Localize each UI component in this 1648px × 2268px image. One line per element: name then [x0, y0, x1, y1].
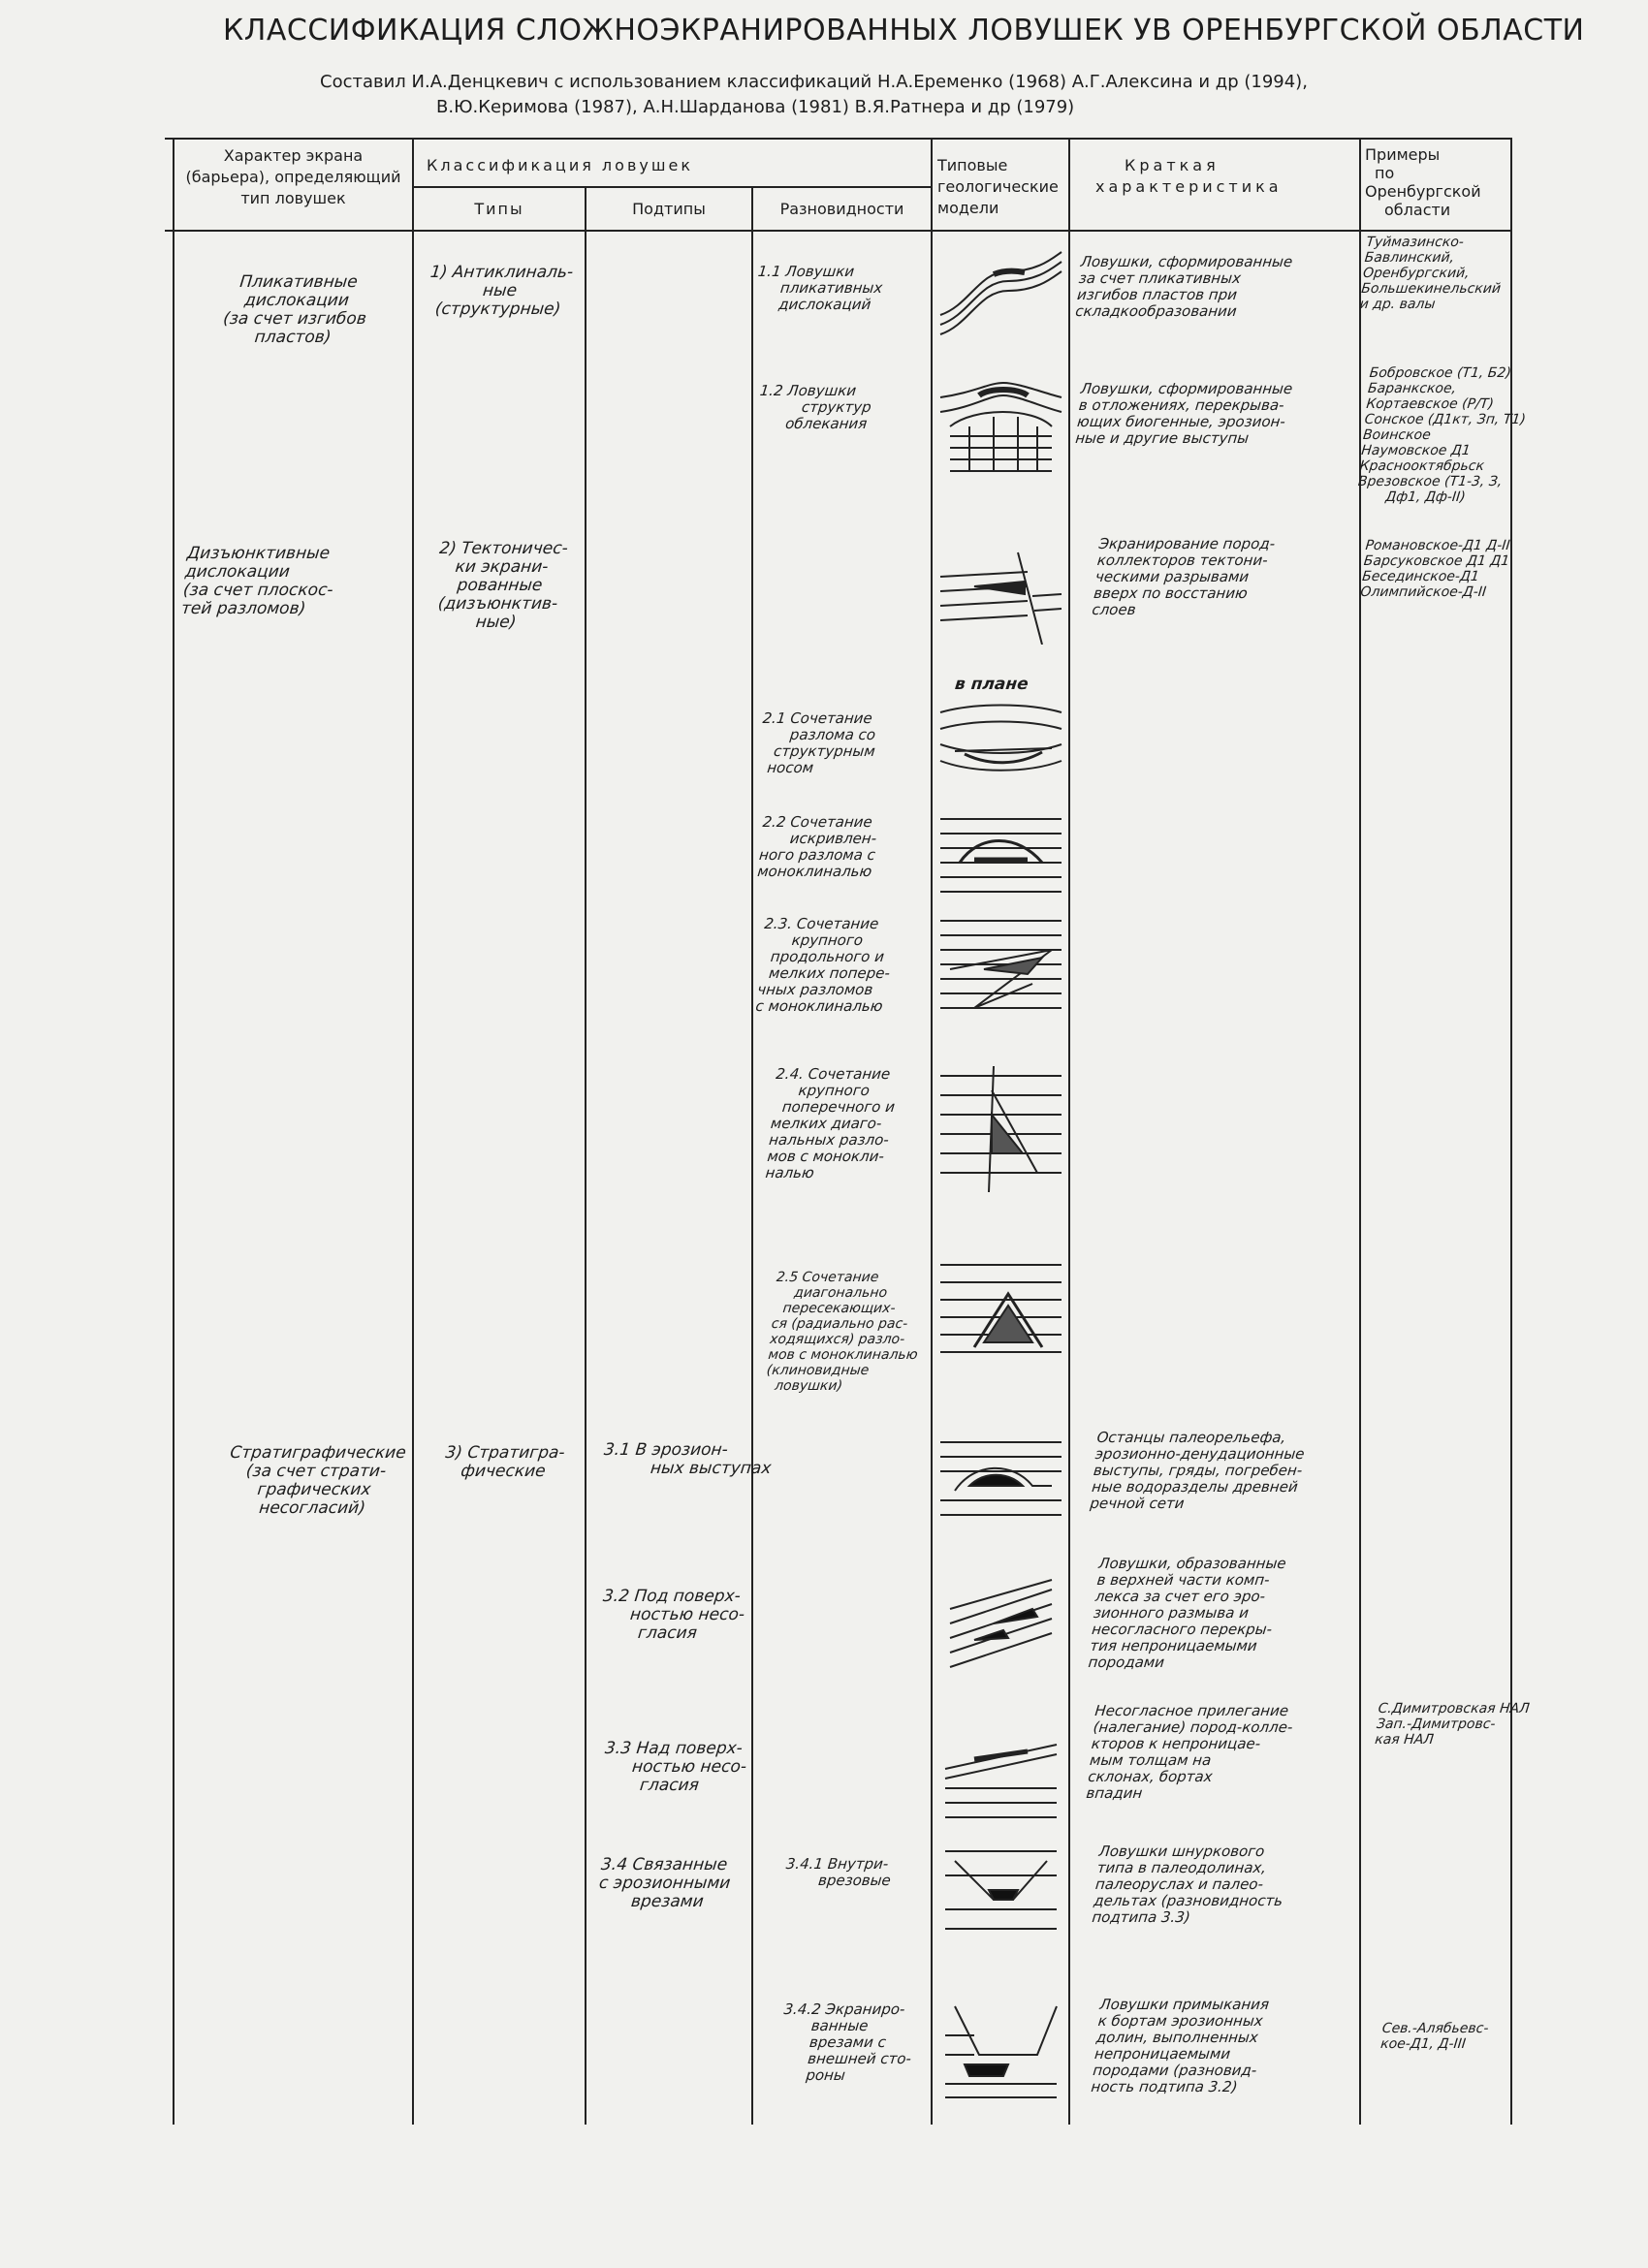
- header-varieties: Разновидности: [779, 200, 904, 218]
- text-line: мелких диаго-: [770, 1115, 883, 1132]
- text-line: 2.3. Сочетание: [763, 915, 880, 932]
- subtype-3-3: [600, 1740, 749, 1795]
- model-curved-fault-monocline-diagram: [935, 809, 1066, 897]
- text-line: врезовые: [817, 1872, 892, 1889]
- characteristic-2: [1092, 536, 1276, 618]
- text-line: Воинское: [1362, 427, 1432, 443]
- header-line: характеристика: [1095, 177, 1283, 196]
- model-plicative-fold-diagram: [935, 247, 1066, 339]
- text-line: врезами: [630, 1892, 705, 1911]
- text-line: графических: [256, 1480, 372, 1499]
- text-line: Дф1, Дф-II): [1384, 489, 1467, 505]
- text-line: ные водоразделы древней: [1091, 1478, 1299, 1496]
- text-line: 1.1 Ловушки: [756, 263, 856, 280]
- model-erosion-outcrop-diagram: [935, 1433, 1066, 1525]
- text-line: чных разломов: [756, 981, 874, 998]
- model-incision-screened-diagram: [935, 1997, 1066, 2103]
- authors-line: [320, 70, 1532, 120]
- text-line: ванные: [809, 2017, 870, 2034]
- text-line: дислокации: [184, 562, 291, 582]
- header-subtypes: Подтипы: [632, 200, 706, 218]
- text-line: Сонское (Д1кт, Зп, Т1): [1363, 412, 1527, 427]
- text-line: (налегание) пород-колле-: [1092, 1718, 1294, 1736]
- text-line: Оренбургский,: [1362, 266, 1471, 281]
- text-line: Барсуковское Д1 Д1: [1363, 553, 1510, 569]
- type-stratigraphic: [425, 1444, 584, 1481]
- text-line: крупного: [797, 1082, 871, 1099]
- text-line: Зап.-Димитровс-: [1376, 1717, 1497, 1732]
- text-line: палеоруслах и палео-: [1094, 1875, 1264, 1893]
- text-line: 2.1 Сочетание: [761, 709, 873, 727]
- subtype-3-2: [598, 1588, 747, 1643]
- header-screen-character: [174, 145, 412, 209]
- text-line: тия непроницаемыми: [1089, 1637, 1258, 1654]
- text-line: коллекторов тектони-: [1095, 551, 1269, 569]
- header-line: геологические: [937, 177, 1059, 196]
- text-line: структурным: [773, 742, 876, 760]
- header-line: Примеры: [1365, 145, 1441, 164]
- model-intra-incision-diagram: [935, 1842, 1066, 1948]
- text-line: непроницаемыми: [1093, 2045, 1232, 2063]
- text-line: ловушки): [774, 1378, 843, 1394]
- text-line: (структурные): [433, 299, 562, 319]
- text-line: 3.2 Под поверх-: [601, 1587, 742, 1606]
- text-line: Большекинельский: [1360, 281, 1502, 297]
- model-fault-screen-diagram: [935, 548, 1066, 645]
- text-line: 1) Антиклиналь-: [428, 263, 575, 282]
- text-line: Стратиграфические: [229, 1443, 407, 1463]
- text-line: налью: [764, 1164, 815, 1181]
- col-divider-6: [1068, 138, 1070, 2125]
- plan-label: в плане: [954, 675, 1030, 694]
- text-line: ного разлома с: [758, 846, 876, 864]
- text-line: подтипа 3.3): [1091, 1908, 1191, 1926]
- text-line: ющих биогенные, эрозион-: [1076, 413, 1286, 430]
- text-line: крупного: [790, 931, 864, 949]
- text-line: рованные: [456, 576, 544, 595]
- variety-3-4-1: [783, 1856, 893, 1889]
- characteristic-3-4-1: [1092, 1843, 1289, 1926]
- text-line: (за счет страти-: [244, 1462, 388, 1481]
- col-divider-2: [412, 138, 414, 2125]
- text-line: Баранкское,: [1367, 381, 1457, 396]
- text-line: дислокации: [243, 291, 350, 310]
- text-line: Врезовское (Т1-3, З,: [1357, 474, 1504, 489]
- text-line: пластов): [253, 328, 333, 347]
- text-line: Туймазинско-: [1365, 235, 1465, 250]
- text-line: (дизъюнктив-: [436, 594, 559, 614]
- header-line: модели: [937, 199, 999, 217]
- text-line: Бобровское (Т1, Б2): [1368, 365, 1512, 381]
- header-line: по: [1375, 164, 1395, 182]
- text-line: кая НАЛ: [1374, 1732, 1435, 1748]
- text-line: (за счет изгибов: [222, 309, 367, 329]
- text-line: 2.5 Сочетание: [776, 1270, 880, 1285]
- text-line: искривлен-: [789, 830, 878, 847]
- text-line: слоев: [1091, 601, 1137, 618]
- header-line: Характер экрана: [223, 146, 364, 165]
- text-line: ные): [474, 613, 518, 632]
- text-line: Дизъюнктивные: [185, 544, 332, 563]
- text-line: несогласий): [258, 1498, 366, 1518]
- text-line: породами: [1087, 1654, 1165, 1671]
- text-line: Несогласное прилегание: [1093, 1702, 1290, 1719]
- text-line: роны: [805, 2066, 846, 2084]
- page-title: КЛАССИФИКАЦИЯ СЛОЖНОЭКРАНИРОВАННЫХ ЛОВУШЕК УВ ОРЕНБУРГСКОЙ ОБЛАСТИ: [223, 14, 1585, 47]
- text-line: ностью несо-: [629, 1605, 746, 1624]
- text-line: 2) Тектоничес-: [438, 539, 569, 558]
- header-subdivider: [412, 186, 931, 188]
- text-line: Бавлинский,: [1363, 250, 1455, 266]
- text-line: мов с моноклиналью: [767, 1347, 919, 1363]
- text-line: дельтах (разновидность: [1093, 1892, 1284, 1909]
- text-line: разлома со: [789, 726, 877, 743]
- text-line: Сев.-Алябьевс-: [1381, 2021, 1490, 2036]
- text-line: в верхней части комп-: [1095, 1571, 1271, 1589]
- text-line: лекса за счет его эро-: [1093, 1588, 1267, 1605]
- text-line: Романовское-Д1 Д-II: [1364, 538, 1511, 553]
- model-wedge-trap-diagram: [935, 1255, 1066, 1371]
- text-line: Экранирование пород-: [1097, 535, 1277, 552]
- group-disjunctive: [180, 545, 338, 618]
- text-line: вверх по восстанию: [1093, 584, 1249, 602]
- text-line: ходящихся) разло-: [769, 1332, 906, 1347]
- examples-1-1: [1359, 235, 1506, 312]
- text-line: нальных разло-: [768, 1131, 890, 1149]
- text-line: Ловушки, образованные: [1097, 1555, 1287, 1572]
- model-under-unconformity-diagram: [935, 1570, 1066, 1672]
- characteristic-3-1: [1090, 1430, 1308, 1512]
- group-stratigraphic: [200, 1444, 430, 1518]
- authors-line-1: Составил И.А.Денцкевич с использованием классификаций Н.А.Еременко (1968) А.Г.Алексина и др (1994),: [320, 72, 1308, 92]
- col-divider-1: [173, 138, 174, 2125]
- header-line: Оренбургской: [1365, 182, 1481, 201]
- text-line: Кортаевское (Р/Т): [1365, 396, 1495, 412]
- header-types: Типы: [474, 200, 524, 218]
- variety-1-2: [755, 383, 873, 432]
- header-line: Краткая: [1125, 156, 1220, 174]
- text-line: с моноклиналью: [754, 997, 884, 1015]
- text-line: поперечного и: [780, 1098, 896, 1116]
- text-line: моноклиналью: [756, 863, 873, 880]
- characteristic-1-2: [1074, 381, 1293, 447]
- variety-2-2: [756, 814, 879, 880]
- text-line: речной сети: [1089, 1495, 1186, 1512]
- text-line: складкообразовании: [1074, 302, 1238, 320]
- text-line: с эрозионными: [598, 1874, 732, 1893]
- text-line: 2.4. Сочетание: [775, 1065, 892, 1083]
- text-line: ностью несо-: [631, 1757, 748, 1777]
- subtype-3-4: [596, 1856, 733, 1911]
- header-models: [937, 155, 1059, 219]
- header-characteristic: [1095, 155, 1283, 198]
- type-tectonic: [410, 540, 589, 632]
- text-line: кое-Д1, Д-III: [1379, 2036, 1467, 2052]
- text-line: изгибов пластов при: [1076, 286, 1238, 303]
- variety-3-4-2: [776, 2001, 918, 2084]
- text-line: ность подтипа 3.2): [1090, 2078, 1239, 2095]
- variety-2-1: [756, 710, 879, 776]
- text-line: мелких попере-: [768, 964, 891, 982]
- characteristic-3-2: [1088, 1556, 1287, 1671]
- variety-2-3: [755, 916, 897, 1015]
- text-line: ные и другие выступы: [1074, 429, 1251, 447]
- text-line: 2.2 Сочетание: [761, 813, 873, 831]
- text-line: продольного и: [770, 948, 885, 965]
- text-line: Олимпийское-Д-II: [1359, 584, 1487, 600]
- text-line: породами (разновид-: [1092, 2062, 1258, 2079]
- variety-2-5: [764, 1270, 927, 1394]
- header-examples: [1365, 145, 1481, 219]
- text-line: 3.4.1 Внутри-: [785, 1855, 890, 1873]
- variety-1-1: [753, 264, 885, 313]
- text-line: типа в палеодолинах,: [1095, 1859, 1268, 1876]
- examples-3-3: [1374, 1701, 1530, 1748]
- text-line: структур: [801, 398, 872, 416]
- text-line: склонах, бортах: [1087, 1768, 1214, 1785]
- text-line: дислокаций: [777, 296, 872, 313]
- text-line: за счет пликативных: [1078, 269, 1242, 287]
- text-line: Ловушки, сформированные: [1079, 253, 1294, 270]
- text-line: кторов к непроницае-: [1091, 1735, 1262, 1752]
- header-bottom-border: [165, 230, 1512, 232]
- text-line: ческими разрывами: [1094, 568, 1251, 585]
- text-line: диагонально: [793, 1285, 888, 1301]
- text-line: к бортам эрозионных: [1096, 2012, 1264, 2030]
- text-line: гласия: [639, 1776, 700, 1795]
- text-line: 1.2 Ловушки: [758, 382, 858, 399]
- text-line: Ловушки шнуркового: [1097, 1843, 1266, 1860]
- col-divider-3: [585, 187, 586, 2125]
- header-line: области: [1384, 201, 1451, 219]
- text-line: Ловушки, сформированные: [1079, 380, 1294, 397]
- subtype-3-1: [601, 1441, 774, 1478]
- text-line: 3.1 В эрозион-: [603, 1440, 729, 1460]
- text-line: долин, выполненных: [1095, 2029, 1259, 2046]
- authors-line-2: В.Ю.Керимова (1987), А.Н.Шарданова (1981) В.Я.Ратнера и др (1979): [436, 97, 1075, 117]
- text-line: Бесединское-Д1: [1361, 569, 1480, 584]
- text-line: Останцы палеорельефа,: [1095, 1429, 1287, 1446]
- text-line: гласия: [637, 1623, 698, 1643]
- header-line: Типовые: [937, 156, 1008, 174]
- text-line: фические: [460, 1462, 547, 1481]
- text-line: 3.3 Над поверх-: [603, 1739, 744, 1758]
- type-anticlinal: [412, 264, 587, 319]
- text-line: несогласного перекры-: [1091, 1621, 1274, 1638]
- text-line: облекания: [784, 415, 869, 432]
- text-line: пликативных: [779, 279, 884, 297]
- examples-1-2: [1355, 365, 1531, 505]
- model-transverse-diagonal-faults-diagram: [935, 1061, 1066, 1197]
- model-fault-structural-nose-diagram: [935, 698, 1066, 790]
- text-line: эрозионно-денудационные: [1093, 1445, 1306, 1463]
- text-line: 3.4 Связанные: [599, 1855, 729, 1874]
- characteristic-1-1: [1074, 254, 1293, 320]
- examples-2: [1360, 538, 1512, 600]
- text-line: 3) Стратигра-: [444, 1443, 566, 1463]
- text-line: Пликативные: [238, 272, 359, 292]
- col-divider-4: [751, 187, 753, 2125]
- model-drape-structure-diagram: [935, 378, 1066, 475]
- model-longitudinal-transverse-faults-diagram: [935, 911, 1066, 1023]
- text-line: врезами с: [808, 2033, 887, 2051]
- text-line: 3.4.2 Экраниро-: [782, 2000, 906, 2018]
- header-classification: Классификация ловушек: [427, 156, 693, 174]
- text-line: мов с монокли-: [766, 1148, 885, 1165]
- characteristic-3-3: [1086, 1703, 1295, 1802]
- variety-2-4: [765, 1066, 900, 1181]
- table-top-border: [165, 138, 1512, 140]
- text-line: (клиновидные: [765, 1363, 871, 1378]
- col-divider-5: [931, 138, 933, 2125]
- text-line: внешней сто-: [807, 2050, 912, 2067]
- text-line: ных выступах: [650, 1459, 773, 1478]
- text-line: ки экрани-: [454, 557, 550, 577]
- text-line: Красноoктябрьск: [1358, 458, 1485, 474]
- text-line: (за счет плоскос-: [182, 581, 334, 600]
- header-line: (барьера), определяющий: [185, 168, 401, 186]
- header-line: тип ловушек: [240, 189, 346, 207]
- examples-3-4-2: [1379, 2021, 1489, 2052]
- model-above-unconformity-diagram: [935, 1730, 1066, 1827]
- text-line: Ловушки примыкания: [1098, 1996, 1271, 2013]
- text-line: носом: [766, 759, 815, 776]
- text-line: в отложениях, перекрыва-: [1078, 396, 1285, 414]
- text-line: мым толщам на: [1089, 1751, 1213, 1769]
- characteristic-3-4-2: [1091, 1997, 1270, 2095]
- text-line: впадин: [1085, 1784, 1144, 1802]
- group-plicative: [175, 273, 416, 347]
- text-line: ся (радиально рас-: [771, 1316, 909, 1332]
- text-line: С.Димитровская НАЛ: [1377, 1701, 1531, 1717]
- text-line: Наумовское Д1: [1360, 443, 1472, 458]
- col-divider-7: [1359, 138, 1361, 2125]
- text-line: выступы, гряды, погребен-: [1093, 1462, 1304, 1479]
- text-line: и др. валы: [1358, 297, 1437, 312]
- text-line: тей разломов): [180, 599, 307, 618]
- text-line: ные: [482, 281, 519, 300]
- text-line: зионного размыва и: [1093, 1604, 1250, 1622]
- text-line: пересекающих-: [781, 1301, 897, 1316]
